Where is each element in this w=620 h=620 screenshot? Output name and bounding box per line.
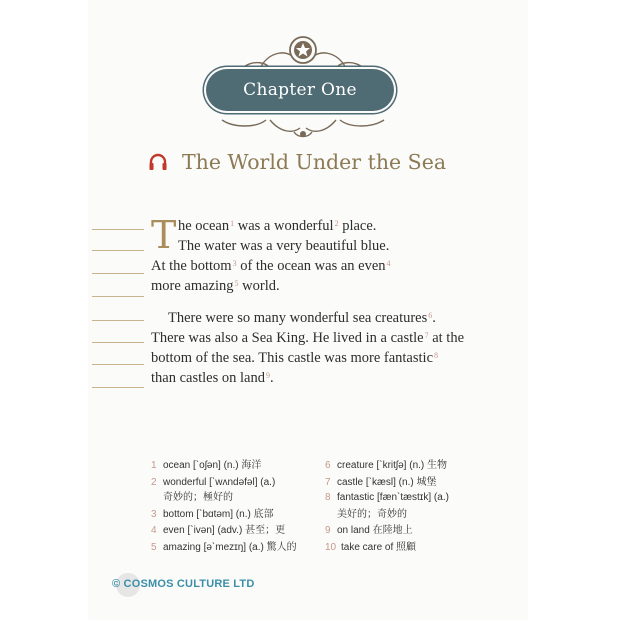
paragraph-1-line: At the bottom$^3$ of the ocean was an even$^4$ <box>151 258 391 274</box>
answer-blank <box>92 229 144 230</box>
vocab-item: 6 creature [ˋkritʃə] (n.) 生物 <box>325 460 448 471</box>
paragraph-2-line: There was also a Sea King. He lived in a castle$^7$ at the <box>151 330 465 346</box>
paragraph-1-line: The water was a very beautiful blue. <box>178 238 390 254</box>
vocab-item: 3 bottom [ˋbɑtəm] (n.) 底部 <box>151 509 274 520</box>
paragraph-1-line: more amazing$^5$ world. <box>151 278 280 294</box>
answer-blank <box>92 250 144 251</box>
drop-cap: T <box>151 213 177 257</box>
paragraph-2-line: bottom of the sea. This castle was more fantastic$^8$ <box>151 350 438 366</box>
vocab-item: 7 castle [ˋkæsl] (n.) 城堡 <box>325 477 437 488</box>
vocab-item: 2 wonderful [ˋwʌndəfəl] (a.) <box>151 477 276 488</box>
answer-blank <box>92 296 144 297</box>
paragraph-2-line: than castles on land$^9$. <box>151 370 274 386</box>
vocab-item: 9 on land 在陸地上 <box>325 525 413 536</box>
answer-blank <box>92 273 144 274</box>
publisher-label: © COSMOS CULTURE LTD <box>112 578 255 590</box>
answer-blank <box>92 320 144 321</box>
story-title: The World Under the Sea <box>182 150 447 174</box>
chapter-banner: Chapter One <box>206 69 394 111</box>
vocab-item: 美好的；奇妙的 <box>337 509 407 520</box>
vocab-item: 8 fantastic [fænˋtæstɪk] (a.) <box>325 492 449 503</box>
vocab-item: 1 ocean [ˋoʃən] (n.) 海洋 <box>151 460 262 471</box>
vocab-item: 10 take care of 照顧 <box>325 542 417 553</box>
headphone-icon[interactable] <box>148 152 168 172</box>
paragraph-1-line: he ocean$^1$ was a wonderful$^2$ place. <box>178 218 377 234</box>
answer-blank <box>92 364 144 365</box>
vocab-item: 奇妙的；極好的 <box>163 492 233 503</box>
answer-blank <box>92 342 144 343</box>
vocab-item: 5 amazing [əˋmezɪŋ] (a.) 驚人的 <box>151 542 297 553</box>
answer-blank <box>92 387 144 388</box>
paragraph-2-line: There were so many wonderful sea creatures$^6$. <box>168 310 436 326</box>
vocab-item: 4 even [ˋivən] (adv.) 甚至；更 <box>151 525 286 536</box>
